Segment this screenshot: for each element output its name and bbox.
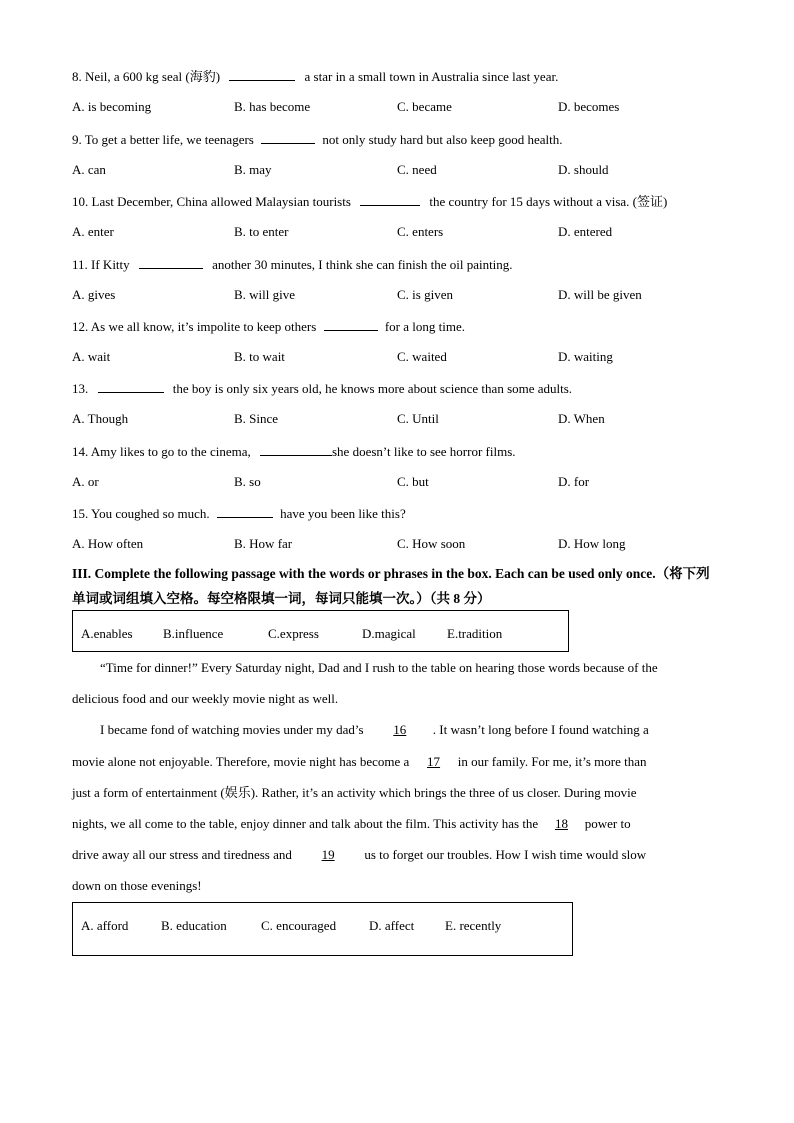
option-c: C. Until [397,411,439,426]
question-stem-end: a star in a small town in Australia since last year. [304,69,559,84]
question-stem: 10. Last December, China allowed Malaysian tourists [72,194,351,209]
numbered-blank-18: 18 [554,816,568,831]
passage-line: just a form of entertainment (娱乐). Rather, it’s an activity which brings the three of us closer. During movie [72,785,637,800]
option-c: C. is given [397,287,453,302]
option-b: B. Since [234,411,279,426]
question-stem-end: she doesn’t like to see horror films. [331,444,516,459]
word-option: D. affect [369,918,415,933]
question-stem: 13. [72,381,89,396]
answer-blank [360,193,420,206]
question-stem-end: another 30 minutes, I think she can finish the oil painting. [212,257,513,272]
option-c: C. but [397,474,429,489]
option-a: A. or [72,474,99,489]
word-option: A. afford [81,918,129,933]
option-b: B. so [234,474,261,489]
passage-line: drive away all our stress and tiredness and 19 us to forget our troubles. How I wish time would slow [72,847,647,862]
answer-blank [217,505,273,518]
answer-blank [260,443,332,456]
question-stem: 14. Amy likes to go to the cinema, [72,444,251,459]
option-c: C. need [397,162,437,177]
option-a: A. wait [72,349,111,364]
option-d: D. waiting [558,349,613,364]
word-option: D.magical [362,626,416,641]
numbered-blank-17: 17 [427,754,441,769]
passage-line: nights, we all come to the table, enjoy dinner and talk about the film. This activity has the 18 power to [72,816,631,831]
section-heading: III. Complete the following passage with the words or phrases in the box. Each can be used only once.（将下列单词或词组填入空格。每空格限填一词，每词只能填一次。）（共 8 分） [72,566,710,606]
option-b: B. has become [234,99,311,114]
question-stem-end: the country for 15 days without a visa. (签证) [429,194,668,209]
question-stem-end: have you been like this? [280,506,406,521]
question-stem: 9. To get a better life, we teenagers [72,132,254,147]
question-stem-end: not only study hard but also keep good health. [322,132,563,147]
answer-blank [261,131,315,144]
word-option: E.tradition [447,626,503,641]
option-b: B. to wait [234,349,285,364]
passage-line: I became fond of watching movies under my dad’s 16 . It wasn’t long before I found watching a [100,722,649,737]
option-d: D. How long [558,536,626,551]
question-stem: 12. As we all know, it’s impolite to keep others [72,319,317,334]
answer-blank [324,318,378,331]
option-d: D. entered [558,224,613,239]
option-c: C. enters [397,224,444,239]
option-a: A. is becoming [72,99,152,114]
word-option: C.express [268,626,319,641]
option-d: D. When [558,411,605,426]
answer-blank [139,256,203,269]
answer-blank [98,380,164,393]
option-a: A. gives [72,287,116,302]
option-b: B. How far [234,536,293,551]
word-option: A.enables [81,626,133,641]
passage-line: “Time for dinner!” Every Saturday night, Dad and I rush to the table on hearing those words because of the [100,660,658,675]
option-b: B. will give [234,287,296,302]
option-b: B. to enter [234,224,289,239]
passage-line: delicious food and our weekly movie night as well. [72,691,339,706]
question-stem-end: for a long time. [384,319,465,334]
word-option: B.influence [163,626,224,641]
answer-blank [229,68,295,81]
option-d: D. will be given [558,287,642,302]
option-d: D. becomes [558,99,620,114]
option-a: A. How often [72,536,144,551]
option-d: D. should [558,162,609,177]
option-b: B. may [234,162,272,177]
passage-line: movie alone not enjoyable. Therefore, movie night has become a 17 in our family. For me, it’s more than [72,754,647,769]
word-option: E. recently [445,918,502,933]
numbered-blank-19: 19 [321,847,335,862]
option-d: D. for [558,474,590,489]
option-c: C. waited [397,349,447,364]
question-stem-end: the boy is only six years old, he knows more about science than some adults. [172,381,573,396]
numbered-blank-16: 16 [393,722,407,737]
option-a: A. can [72,162,106,177]
option-c: C. How soon [397,536,466,551]
question-stem: 11. If Kitty [72,257,130,272]
question-stem: 8. Neil, a 600 kg seal (海豹) [72,69,221,84]
word-box-1 [72,610,569,652]
passage-line: down on those evenings! [72,878,202,893]
word-option: B. education [161,918,227,933]
option-a: A. Though [72,411,129,426]
word-box-2 [72,902,573,956]
option-a: A. enter [72,224,114,239]
question-stem: 15. You coughed so much. [72,506,210,521]
word-option: C. encouraged [261,918,337,933]
option-c: C. became [397,99,452,114]
